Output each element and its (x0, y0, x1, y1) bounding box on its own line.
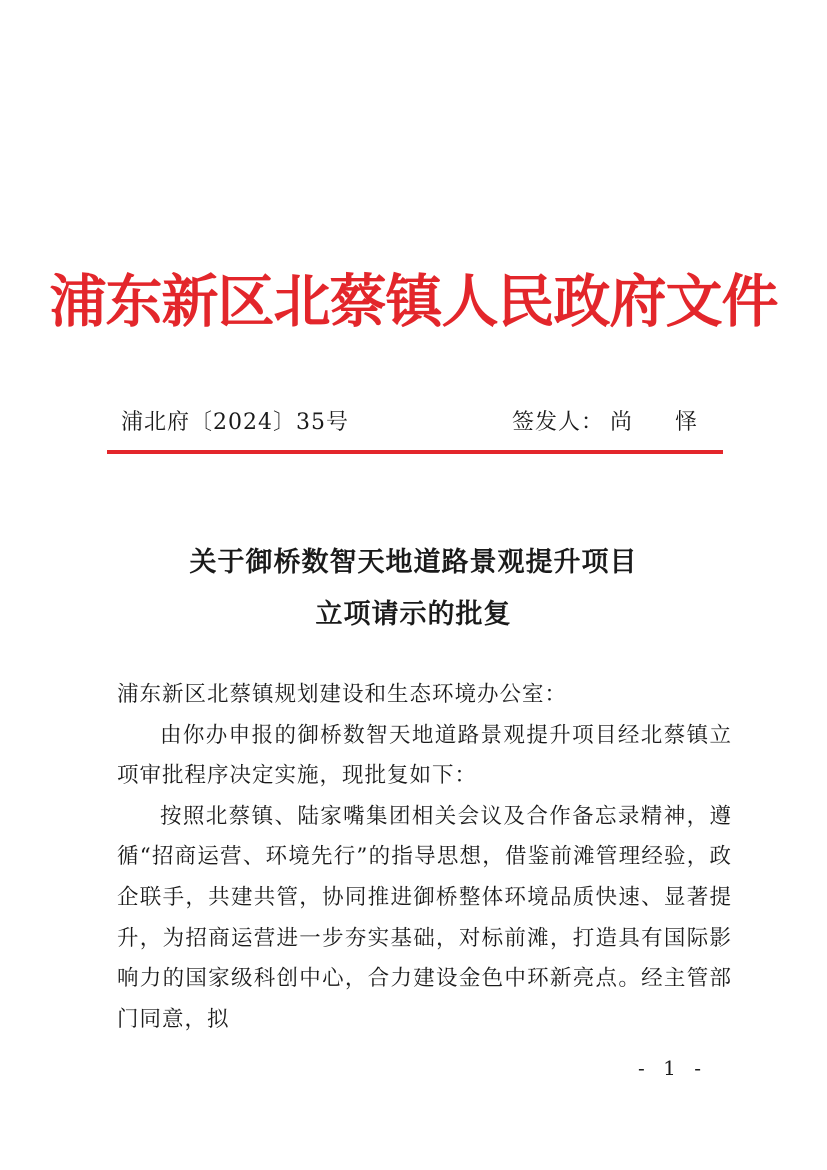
document-title-line-2: 立项请示的批复 (315, 599, 512, 630)
addressee: 浦东新区北蔡镇规划建设和生态环境办公室： (117, 682, 568, 707)
signer (512, 405, 715, 436)
document-header: 浦东新区北蔡镇人民政府文件 (49, 268, 778, 335)
header-divider (107, 450, 723, 454)
document-number: 浦北府〔2024〕35号 (121, 410, 349, 435)
paragraph-2: 按照北蔡镇、陆家嘴集团相关会议及合作备忘录精神，遵循“招商运营、环境先行”的指导思想，借鉴前滩管理经验，政企联手，共建共管，协同推进御桥整体环境品质快速、显著提升，为招商运营进一步夯实基础，对标前滩，打造具有国际影响力的国家级科创中心，合力建设金色中环新亮点。经主管部门同意，拟 (117, 803, 732, 1032)
paragraph-1: 由你办申报的御桥数智天地道路景观提升项目经北蔡镇立项审批程序决定实施，现批复如下： (117, 722, 732, 789)
document-title-line-1: 关于御桥数智天地道路景观提升项目 (189, 547, 638, 578)
signer-name: 尚 怿 (610, 410, 715, 435)
signer-label: 签发人： (511, 410, 604, 435)
document-body (117, 675, 732, 1040)
page-number: - 1 - (638, 1056, 707, 1080)
